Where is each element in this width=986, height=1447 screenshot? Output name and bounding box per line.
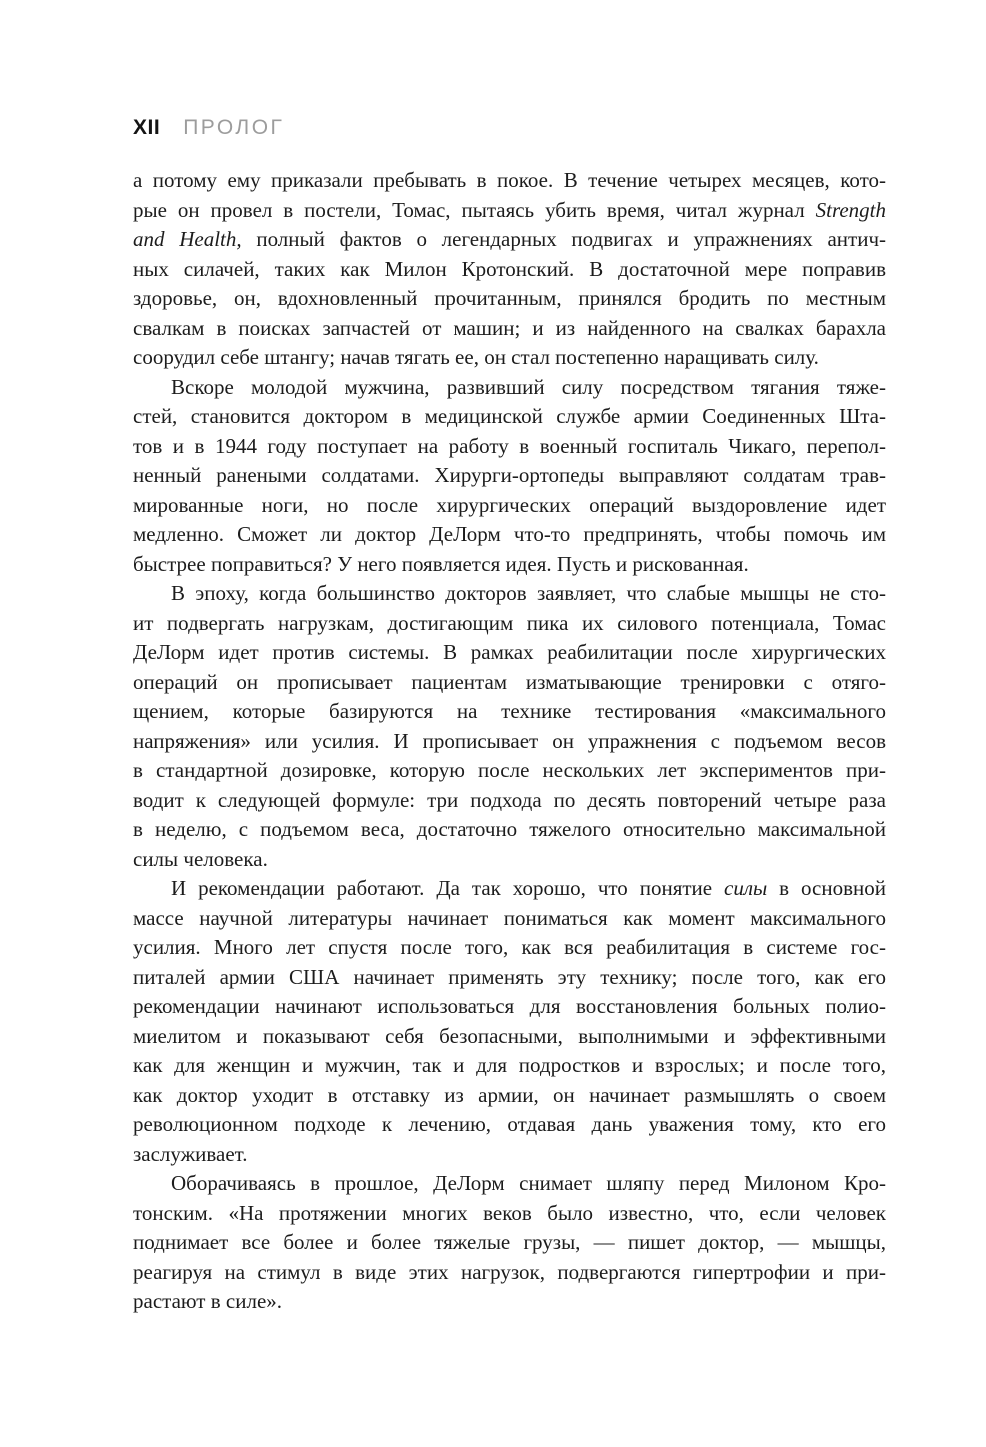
text-line: стей, становится доктором в медицинской службе армии Соединенных Шта- <box>133 404 886 428</box>
paragraph <box>133 373 886 580</box>
paragraph <box>133 1169 886 1317</box>
text-line: медленно. Сможет ли доктор ДеЛорм что-то предпринять, чтобы помочь им <box>133 522 886 546</box>
text-line: щением, которые базируются на технике тестирования «максимального <box>133 699 886 723</box>
text-line: рые он провел в постели, Томас, пытаясь убить время, читал журнал Strength <box>133 197 886 222</box>
text-line: тонским. «На протяжении многих веков было известно, что, если человек <box>133 1200 886 1225</box>
text-line: and Health, полный фактов о легендарных подвигах и упражнениях антич- <box>133 227 887 251</box>
text-line: здоровье, он, вдохновленный прочитанным, принялся бродить по местным <box>133 286 886 310</box>
text-line: силы человека. <box>133 846 268 871</box>
text-line: массе научной литературы начинает пониматься как момент максимального <box>133 905 886 930</box>
text-line: ит подвергать нагрузкам, достигающим пика их силового потенциала, Томас <box>133 610 886 635</box>
text-line: водит к следующей формуле: три подхода по десять повторений четыре раза <box>133 787 886 812</box>
text-line: как доктор уходит в отставку из армии, он начинает размышлять о своем <box>133 1082 886 1107</box>
text-line: революционном подходе к лечению, отдавая дань уважения тому, кто его <box>133 1112 886 1136</box>
chapter-title: ПРОЛОГ <box>183 116 285 139</box>
running-header <box>133 116 886 140</box>
page-number: XII <box>133 116 161 139</box>
text-line: поднимает все более и более тяжелые грузы, — пишет доктор, — мышцы, <box>133 1230 886 1254</box>
text-line: растают в силе». <box>133 1289 283 1313</box>
text-line: И рекомендации работают. Да так хорошо, что понятие силы в основной <box>171 876 887 900</box>
text-line: усилия. Много лет спустя после того, как вся реабилитация в системе гос- <box>133 935 886 959</box>
text-line: а потому ему приказали пребывать в покое. В течение четырех месяцев, кото- <box>133 168 886 192</box>
text-line: В эпоху, когда большинство докторов заявляет, что слабые мышцы не сто- <box>171 581 886 605</box>
text-line: ненный ранеными солдатами. Хирурги-ортопеды выправляют солдатам трав- <box>133 463 886 487</box>
text-line: свалкам в поисках запчастей от машин; и из найденного на свалках барахла <box>133 315 886 340</box>
text-line: в неделю, с подъемом веса, достаточно тяжелого относительно максимальной <box>133 817 886 841</box>
text-line: операций он прописывает пациентам изматывающие тренировки с отяго- <box>133 669 886 694</box>
text-line: напряжения» или усилия. И прописывает он упражнения с подъемом весов <box>133 728 886 753</box>
text-line: как для женщин и мужчин, так и для подростков и взрослых; и после того, <box>133 1053 886 1077</box>
text-line: в стандартной дозировке, которую после нескольких лет экспериментов при- <box>133 758 886 782</box>
paragraph <box>133 874 886 1169</box>
text-line: Вскоре молодой мужчина, развивший силу посредством тягания тяже- <box>171 374 886 399</box>
text-line: тов и в 1944 году поступает на работу в военный госпиталь Чикаго, перепол- <box>133 433 886 458</box>
paragraph <box>133 166 886 373</box>
text-line: ных силачей, таких как Милон Кротонский. В достаточной мере поправив <box>133 256 886 281</box>
text-line: рекомендации начинают использоваться для восстановления больных полио- <box>133 994 886 1018</box>
text-line: Оборачиваясь в прошлое, ДеЛорм снимает шляпу перед Милоном Кро- <box>171 1171 886 1195</box>
text-line: миелитом и показывают себя безопасными, выполнимыми и эффективными <box>133 1023 886 1048</box>
text-line: заслуживает. <box>133 1141 248 1166</box>
page-body <box>133 166 886 1317</box>
text-line: соорудил себе штангу; начав тягать ее, он стал постепенно наращивать силу. <box>133 345 819 369</box>
text-line: ДеЛорм идет против системы. В рамках реабилитации после хирургических <box>133 640 886 664</box>
text-line: реагируя на стимул в виде этих нагрузок, подвергаются гипертрофии и при- <box>133 1259 886 1284</box>
paragraph <box>133 579 886 874</box>
text-line: питалей армии США начинает применять эту технику; после того, как его <box>133 964 886 989</box>
text-line: быстрее поправиться? У него появляется идея. Пусть и рискованная. <box>133 551 749 576</box>
text-line: мированные ноги, но после хирургических операций выздоровление идет <box>133 492 886 517</box>
